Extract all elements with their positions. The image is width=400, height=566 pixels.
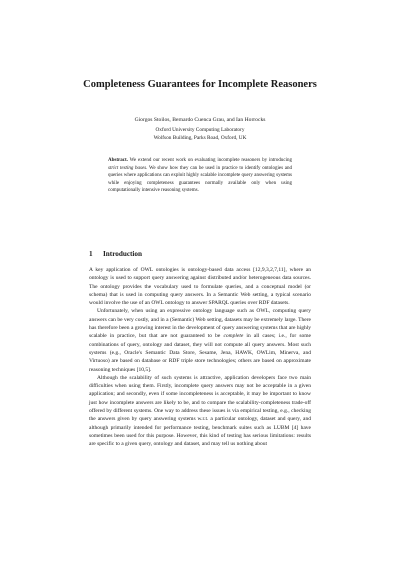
abstract-label: Abstract.	[108, 158, 128, 163]
paragraph-emphasis: complete	[223, 333, 244, 340]
paragraph: Although the scalability of such systems is attractive, application developers face two main difficulties when using them. Firstly, incomplete query answers may not be acceptable in a given application; and secondly, even if some incompleteness is acceptable, it may be important to know just how incomplete answers are likely to be, and to compare the scalability-completeness trade-off offered by different systems. One way to address these issues is via empirical testing, e.g., checking the answers given by query answering systems w.r.t. a particular ontology, dataset and query, and although primarily intended for performance testing, benchmark suites such as LUBM [4] have sometimes been used for this purpose. However, this kind of testing has serious limitations: results are specific to a given query, ontology and dataset, and may tell us nothing about	[89, 374, 311, 448]
affiliation	[60, 127, 340, 143]
section-title: Introduction	[103, 250, 143, 258]
abstract-text: We extend our recent work on evaluating incomplete reasoners by introducing	[127, 158, 292, 163]
paragraph-text: in all cases; i.e., for some combinations of query, ontology and dataset, they will not compute all query answers. Most such systems (e.g., Oracle's Semantic Data Store, Sesame, Jena, HAWK, OWLim, Minerva, and Virtuoso) are based on database or RDF triple store technologies; others are based on approximate reasoning techniques [10,5].	[89, 333, 311, 373]
abstract	[108, 157, 292, 195]
body-text	[89, 266, 311, 449]
abstract-text: . We show how they can be used in practice to identify ontologies and queries where applications can exploit highly scalable incomplete query answering systems while enjoying completeness guarantees normally available only when using computationally intensive reasoning systems.	[108, 165, 293, 194]
section-heading	[89, 249, 142, 259]
paragraph-text: Unfortunately, when using an expressive ontology language such as OWL, computing query answers can be very costly, and in a (Semantic) Web setting, datasets may be extremely large. There has therefore been a growing interest in the development of query answering systems that are highly scalable in practice, but that are not guaranteed to be	[89, 308, 311, 340]
paper-title: Completeness Guarantees for Incomplete Reasoners	[83, 79, 317, 90]
affiliation-line: Oxford University Computing Laboratory	[155, 127, 245, 133]
paragraph: A key application of OWL ontologies is ontology-based data access [12,9,3,2,7,11], where an ontology is used to support query answering against distributed and/or heterogeneous data sources. The ontology provides the vocabulary used to formulate queries, and a conceptual model (or schema) that is used in computing query answers. In a Semantic Web setting, a typical scenario would involve the use of an OWL ontology to answer SPARQL queries over RDF datasets.	[89, 267, 311, 307]
affiliation-line: Wolfson Building, Parks Road, Oxford, UK	[153, 134, 247, 141]
abstract-emphasis: strict testing bases	[108, 165, 147, 171]
paragraph	[89, 307, 311, 373]
section-number: 1	[89, 250, 93, 258]
paper-authors: Giorgos Stoilos, Bernardo Cuenca Grau, and Ian Horrocks	[134, 117, 266, 123]
